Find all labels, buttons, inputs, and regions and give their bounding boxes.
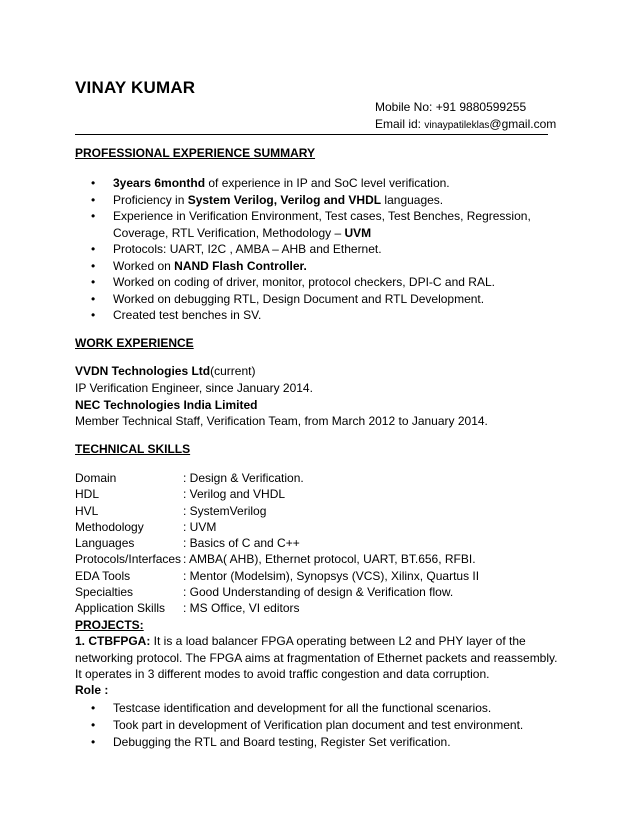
role-item: • Testcase identification and development for all the functional scenarios.: [91, 701, 492, 715]
mobile-number: Mobile No: +91 9880599255: [375, 100, 527, 114]
summary-item: • 3years 6monthd of experience in IP and SoC level verification.: [91, 176, 450, 190]
summary-item: • Worked on NAND Flash Controller.: [91, 258, 307, 273]
summary-item: • Created test benches in SV.: [91, 308, 262, 322]
role-item: • Debugging the RTL and Board testing, Register Set verification.: [91, 734, 451, 749]
summary-heading: PROFESSIONAL EXPERIENCE SUMMARY: [75, 146, 316, 160]
skills-table: [75, 470, 479, 617]
skill-row: Methodology : UVM: [75, 519, 217, 534]
role-vvdn: IP Verification Engineer, since January 2014.: [75, 381, 313, 395]
project-ctbfpga: 1. CTBFPGA: It is a load balancer FPGA operating between L2 and PHY layer of the networking protocol. The FPGA aims at fragmentation of Ethernet packets and reassembly. It operates in 3 different modes to avoid traffic congestion and data corruption.: [75, 634, 558, 681]
summary-item: • Worked on coding of driver, monitor, protocol checkers, DPI-C and RAL.: [91, 275, 495, 289]
skill-row: HDL : Verilog and VHDL: [75, 487, 286, 502]
company-nec: NEC Technologies India Limited: [75, 398, 258, 412]
header-divider: [75, 134, 548, 135]
work-heading: WORK EXPERIENCE: [75, 336, 194, 350]
role-label: Role :: [75, 683, 109, 697]
skill-row: Languages : Basics of C and C++: [75, 536, 300, 551]
role-item: • Took part in development of Verification plan document and test environment.: [91, 717, 524, 732]
candidate-name: VINAY KUMAR: [75, 78, 196, 97]
company-vvdn: VVDN Technologies Ltd(current): [75, 364, 256, 378]
skill-row: Application Skills : MS Office, VI editors: [75, 601, 300, 616]
skill-row: HVL : SystemVerilog: [75, 503, 267, 518]
skill-row: Domain : Design & Verification.: [75, 471, 304, 485]
email-line: [375, 117, 556, 131]
email-domain: @gmail.com: [489, 117, 557, 131]
skill-row: Specialties : Good Understanding of design & Verification flow.: [75, 585, 454, 600]
summary-item: • Worked on debugging RTL, Design Document and RTL Development.: [91, 291, 485, 306]
summary-item: • Experience in Verification Environment, Test cases, Test Benches, Regression, Coverage, RTL Verification, Methodology – UVM: [91, 209, 531, 240]
summary-list: [91, 175, 571, 324]
skills-heading: TECHNICAL SKILLS: [75, 442, 191, 456]
summary-item: • Proficiency in System Verilog, Verilog and VHDL languages.: [91, 192, 444, 207]
role-nec: Member Technical Staff, Verification Team, from March 2012 to January 2014.: [75, 414, 488, 428]
email-user: vinaypatileklas: [424, 120, 490, 131]
skill-row: EDA Tools : Mentor (Modelsim), Synopsys (VCS), Xilinx, Quartus II: [75, 568, 480, 583]
skill-row: Protocols/Interfaces : AMBA( AHB), Ethernet protocol, UART, BT.656, RFBI.: [75, 552, 476, 567]
summary-item: • Protocols: UART, I2C , AMBA – AHB and Ethernet.: [91, 242, 382, 256]
email-label: Email id:: [375, 117, 425, 131]
projects-heading: PROJECTS:: [75, 618, 144, 632]
project-role-list: [91, 700, 523, 750]
